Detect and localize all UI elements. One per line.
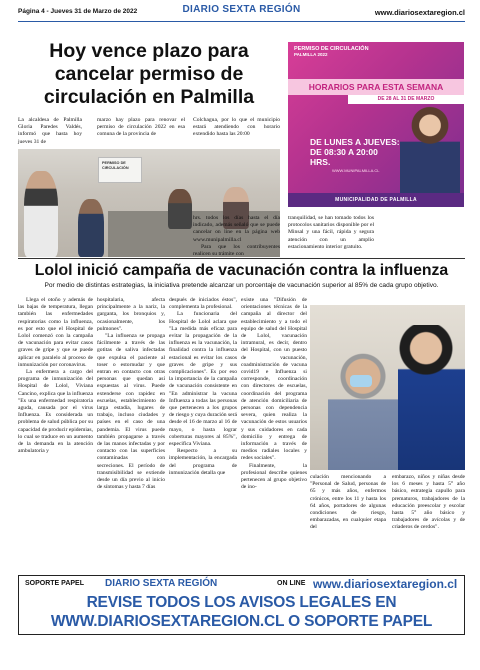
page-number-date: Página 4 - Jueves 31 de Marzo de 2022 [18, 8, 138, 15]
story2-col3: después de iniciados éstos", complementa la profesional. La funcionaria del Hospital de Lolol aclara que "La medida más eficaz para evitar la propagación de la influenza es la vacunación, la finalidad contra la influenza estacional es evitar los casos graves de gripe y sus complicaciones". Es por eso la importancia de la campaña de vacunación consistente en "En administrar la vacuna Influenza a todas las personas que pertenecen a los grupos de riesgo y cuya duración será desde el 16 de marzo al 16 de mayo, o hasta lograr coberturas mayores al 85%", especifica Viviana. Respecto a su implementación, la encargada del programa de inmunización detalla que [169, 297, 237, 476]
photo-sign: PERMISO DE CIRCULACIÓN [98, 157, 142, 183]
photo-person [78, 199, 104, 257]
footer-line1: REVISE TODOS LOS AVISOS LEGALES EN [86, 594, 397, 611]
ad-photo-woman [400, 106, 460, 194]
site-url[interactable]: www.diariosextaregion.cl [374, 8, 465, 17]
footer-brand: DIARIO SEXTA REGIÓN [105, 578, 218, 589]
footer-label-online: ON LINE [277, 580, 306, 587]
story1-col4: tranquilidad, se han tomado todos los protocolos sanitarios disponible por el Minsal y una fácil, rápida y segura atención con un amplio estacionamiento interior gratuito. [288, 215, 374, 250]
masthead: DIARIO SEXTA REGIÓN [182, 4, 301, 15]
ad-url: WWW.MUNIPALMILLA.CL [332, 168, 380, 173]
story1-col3: Colchagua, por lo que el municipio estará atendiendo con horario extendido hasta las 20:00 [193, 117, 280, 138]
story1-col3b: hrs. todos los días hasta el día indicado, además señaló que se puede cancelar on line en la página web www.munipalmilla.cl Para que los contribuyentes realicen su trámite con [193, 215, 280, 258]
photo-mask [350, 375, 372, 387]
photo-nurse [398, 325, 465, 470]
story2-subhead: Por medio de distintas estrategias, la iniciativa pretende alcanzar un porcentaje de vacunación superior al 85% de cada grupo objetivo. [44, 282, 439, 289]
footer-line2[interactable]: WWW.DIARIOSEXTAREGION.CL O SOPORTE PAPEL [50, 613, 433, 630]
story1-col1: La alcaldesa de Palmilla Gloria Paredes Valdés, informó que hasta hoy jueves 31 de [18, 117, 82, 145]
footer-label-paper: SOPORTE PAPEL [25, 580, 84, 587]
story2-col5: culación mencionando a "Personal de Salud, personas de 65 y más años, enfermos crónicos, entre los 11 y hasta los 64 años, portadores de algunas condiciones de riesgo, embarazadas, en cualquier etapa del [310, 474, 386, 531]
photo-patient [328, 345, 398, 470]
ad-tag: PERMISO DE CIRCULACIÓN PALMILLA 2022 [294, 46, 369, 57]
story2-col6: embarazo, niños y niñas desde los 6 meses y hasta 5° año básico, estrategia capullo para prematuros, trabajadores de la educación preescolar y escolar hasta 5° año básico y trabajadores de avícolas y de criaderos de cerdos". [392, 474, 465, 531]
photo-person [168, 189, 192, 229]
story1-headline: Hoy vence plazo para cancelar permiso de circulación en Palmilla [43, 40, 255, 108]
palmilla-ad[interactable] [288, 42, 464, 207]
photo-person [24, 171, 58, 257]
section-rule [18, 258, 465, 259]
ad-municipality: MUNICIPALIDAD DE PALMILLA [288, 193, 464, 207]
page-header [18, 4, 465, 20]
header-rule [18, 21, 465, 22]
story2-col1: Llega el otoño y además de las bajas de temperatura, llegan también las enfermedades respiratorias como la influenza, es por esto que el Hospital de Lolol comenzó con la campaña de vacunación para evitar casos graves de gripe y que se puede aplicar en paralelo al proceso de inmunización por coronavirus. La enfermera a cargo del programa de inmunización del Hospital de Lolol, Viviana Cancino, explica que la influenza "Es una enfermedad respiratoria aguda, causada por el virus Influenza. Es considerada un problema de salud pública por su capacidad de producir epidemias, lo cual se traduce en un aumento de la demanda en la atención ambulatoria y [18, 297, 93, 455]
footer-site-link[interactable]: www.diariosextaregion.cl [313, 577, 458, 591]
legal-notice-banner [18, 575, 465, 635]
ad-band: HORARIOS PARA ESTA SEMANA [288, 79, 464, 95]
story2-headline: Lolol inició campaña de vacunación contra la influenza [34, 262, 449, 279]
story2-col2: hospitalaria, afecta principalmente a la nariz, la garganta, los bronquios y, ocasionalmente, los pulmones". "La influenza se propaga fácilmente a través de las gotitas de saliva infectadas que expulsa el paciente al toser o estornudar y que entran en contacto con otras personas que quedan así expuestas al virus. Puede extenderse con rapidez en escuelas, establecimiento de larga estadía, lugares de trabajo, incluso ciudades y países en el caso de una pandemia. El virus puede también propagarse a través de las manos infectadas y por contacto con las superficies contaminadas con secreciones. El período de transmisibilidad se extiende desde un día previo al inicio de síntomas y hasta 7 días [97, 297, 165, 491]
ad-date: DE 28 AL 31 DE MARZO [348, 95, 464, 104]
ad-hours: DE LUNES A JUEVES: DE 08:30 A 20:00 HRS. [310, 137, 400, 167]
vaccination-photo [310, 305, 465, 470]
story1-col2: marzo hay plazo para renovar el permiso de circulación 2022 en esa comuna de la provincia de [97, 117, 185, 138]
story2-col4: existe una "Difusión de orientaciones técnicas de la campaña al director del establecimiento y a todo el equipo de salud del Hospital de Lolol, vacunación intramural, es decir, dentro del Hospital, con un puesto de vacunación, coadministración de vacuna covid19 e Influenza si corresponde, coordinación con directores de escuelas, coordinación del programa de atención domiciliaria de personas con dependencia severa, quien realiza la vacunación de estos usuarios y sus cuidadores en cada domicilio y entrega de información a través de medios radiales locales y redes sociales". Finalmente, la profesional describe quienes pertenecen al grupo objetivo de ino- [241, 297, 307, 491]
